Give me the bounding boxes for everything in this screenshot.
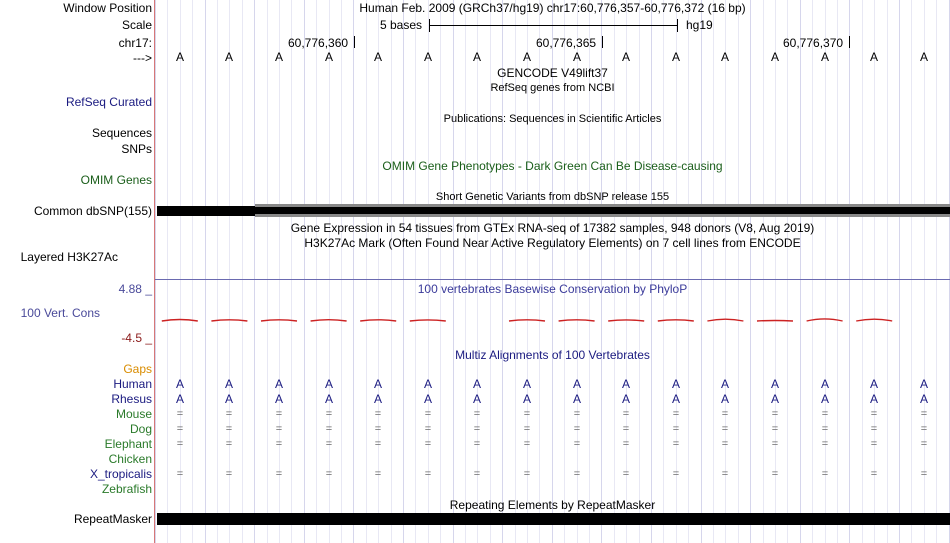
- alignment-gap-mark: =: [622, 438, 630, 450]
- base-letter: A: [919, 50, 928, 64]
- dbsnp-feature-shading: [255, 214, 950, 217]
- alignment-gap-mark: =: [573, 423, 581, 435]
- alignment-gap-mark: =: [176, 468, 184, 480]
- alignment-gap-mark: =: [473, 468, 481, 480]
- alignment-gap-mark: =: [721, 423, 729, 435]
- species-label[interactable]: Elephant: [104, 437, 152, 451]
- position-tick: [354, 36, 355, 48]
- scale-text: 5 bases: [380, 18, 423, 32]
- strand-label: --->: [133, 51, 152, 65]
- vert-cons-label[interactable]: 100 Vert. Cons: [20, 306, 100, 320]
- alignment-base: A: [671, 377, 680, 391]
- alignment-gap-mark: =: [275, 468, 283, 480]
- conservation-score-mark: [658, 320, 694, 321]
- conservation-score-mark: [856, 319, 892, 321]
- alignment-gap-mark: =: [325, 468, 333, 480]
- species-label[interactable]: X_tropicalis: [89, 467, 152, 481]
- alignment-gap-mark: =: [473, 438, 481, 450]
- species-label[interactable]: Rhesus: [111, 392, 152, 406]
- alignment-base: A: [770, 392, 779, 406]
- species-label[interactable]: Mouse: [115, 407, 152, 421]
- alignment-base: A: [472, 377, 481, 391]
- base-letter: A: [423, 50, 432, 64]
- alignment-gap-mark: =: [920, 408, 928, 420]
- alignment-base: A: [373, 392, 382, 406]
- alignment-base: A: [423, 392, 432, 406]
- alignment-base: A: [423, 377, 432, 391]
- alignment-gap-mark: =: [275, 438, 283, 450]
- cons-min-label: -4.5 _: [121, 331, 152, 345]
- alignment-base: A: [572, 392, 581, 406]
- alignment-base: A: [671, 392, 680, 406]
- conservation-score-mark: [608, 320, 644, 321]
- alignment-gap-mark: =: [325, 423, 333, 435]
- base-letter: A: [720, 50, 729, 64]
- phylop-track-desc: 100 vertebrates Basewise Conservation by PhyloP: [417, 282, 688, 296]
- alignment-gap-mark: =: [920, 438, 928, 450]
- base-letter: A: [472, 50, 481, 64]
- alignment-base: A: [324, 377, 333, 391]
- alignment-base: A: [770, 377, 779, 391]
- scale-bar: [429, 25, 678, 26]
- base-letter: A: [224, 50, 233, 64]
- alignment-gap-mark: =: [721, 408, 729, 420]
- dbsnp-track-desc: Short Genetic Variants from dbSNP release 155: [435, 191, 670, 203]
- alignment-gap-mark: =: [622, 468, 630, 480]
- base-letter: A: [671, 50, 680, 64]
- species-label[interactable]: Human: [113, 377, 152, 391]
- alignment-base: A: [869, 377, 878, 391]
- repeatmasker-label[interactable]: RepeatMasker: [73, 512, 152, 526]
- alignment-base: A: [324, 392, 333, 406]
- rmsk-track-desc: Repeating Elements by RepeatMasker: [449, 498, 656, 512]
- alignment-base: A: [919, 377, 928, 391]
- alignment-gap-mark: =: [771, 468, 779, 480]
- base-letter: A: [274, 50, 283, 64]
- alignment-base: A: [224, 377, 233, 391]
- alignment-gap-mark: =: [821, 408, 829, 420]
- alignment-gap-mark: =: [374, 438, 382, 450]
- alignment-gap-mark: =: [424, 423, 432, 435]
- alignment-gap-mark: =: [176, 438, 184, 450]
- alignment-base: A: [720, 392, 729, 406]
- cons-max-label: 4.88 _: [118, 282, 152, 296]
- layered-h3k27ac-label[interactable]: Layered H3K27Ac: [20, 250, 118, 264]
- base-letter: A: [869, 50, 878, 64]
- alignment-base: A: [820, 392, 829, 406]
- alignment-gap-mark: =: [771, 423, 779, 435]
- alignment-gap-mark: =: [870, 438, 878, 450]
- alignment-base: A: [919, 392, 928, 406]
- alignment-gap-mark: =: [225, 423, 233, 435]
- position-tick: [602, 36, 603, 48]
- alignment-gap-mark: =: [721, 468, 729, 480]
- scale-db: hg19: [686, 18, 713, 32]
- alignment-gap-mark: =: [374, 423, 382, 435]
- alignment-gap-mark: =: [275, 408, 283, 420]
- alignment-base: A: [175, 392, 184, 406]
- alignment-gap-mark: =: [325, 438, 333, 450]
- base-letter: A: [572, 50, 581, 64]
- alignment-gap-mark: =: [672, 408, 680, 420]
- alignment-gap-mark: =: [920, 423, 928, 435]
- alignment-gap-mark: =: [771, 438, 779, 450]
- alignment-gap-mark: =: [821, 438, 829, 450]
- position-tick-label: 60,776,360: [288, 36, 349, 50]
- alignment-gap-mark: =: [870, 468, 878, 480]
- scale-bar-right-tick: [677, 19, 678, 32]
- alignment-gap-mark: =: [374, 468, 382, 480]
- sequences-label[interactable]: Sequences: [91, 126, 152, 140]
- alignment-gap-mark: =: [622, 423, 630, 435]
- alignment-gap-mark: =: [771, 408, 779, 420]
- alignment-gap-mark: =: [374, 408, 382, 420]
- alignment-gap-mark: =: [424, 468, 432, 480]
- alignment-gap-mark: =: [523, 408, 531, 420]
- alignment-gap-mark: =: [523, 423, 531, 435]
- conservation-score-mark: [509, 320, 545, 321]
- conservation-score-mark: [559, 320, 595, 321]
- conservation-score-mark: [410, 320, 446, 321]
- alignment-gap-mark: =: [573, 438, 581, 450]
- alignment-base: A: [621, 377, 630, 391]
- species-label[interactable]: Chicken: [108, 452, 152, 466]
- base-letter: A: [324, 50, 333, 64]
- snps-label[interactable]: SNPs: [121, 142, 152, 156]
- alignment-gap-mark: =: [275, 423, 283, 435]
- conservation-score-mark: [261, 320, 297, 321]
- conservation-score-mark: [162, 320, 198, 322]
- multiz-track-desc: Multiz Alignments of 100 Vertebrates: [455, 348, 650, 362]
- alignment-gap-mark: =: [870, 423, 878, 435]
- base-letter: A: [373, 50, 382, 64]
- alignment-gap-mark: =: [622, 408, 630, 420]
- alignment-base: A: [621, 392, 630, 406]
- position-tick-label: 60,776,365: [536, 36, 597, 50]
- alignment-gap-mark: =: [672, 423, 680, 435]
- alignment-gap-mark: =: [225, 438, 233, 450]
- alignment-gap-mark: =: [325, 408, 333, 420]
- alignment-base: A: [720, 377, 729, 391]
- alignment-gap-mark: =: [523, 468, 531, 480]
- species-label[interactable]: Dog: [129, 422, 152, 436]
- conservation-score-mark: [807, 319, 843, 321]
- alignment-gap-mark: =: [473, 408, 481, 420]
- base-letter: A: [770, 50, 779, 64]
- gaps-label[interactable]: Gaps: [123, 362, 152, 376]
- alignment-gap-mark: =: [225, 468, 233, 480]
- common-dbsnp-label[interactable]: Common dbSNP(155): [33, 204, 152, 218]
- base-letter: A: [175, 50, 184, 64]
- chrom-label: chr17:: [118, 36, 152, 50]
- conservation-score-mark: [360, 320, 396, 321]
- alignment-base: A: [175, 377, 184, 391]
- alignment-gap-mark: =: [821, 423, 829, 435]
- window-position-text: Human Feb. 2009 (GRCh37/hg19) chr17:60,776,357-60,776,372 (16 bp): [359, 1, 746, 15]
- repeatmasker-feature-bar[interactable]: [157, 513, 950, 525]
- omim-track-desc: OMIM Gene Phenotypes - Dark Green Can Be Disease-causing: [382, 159, 723, 173]
- refseq-track-desc: RefSeq genes from NCBI: [490, 82, 615, 94]
- conservation-score-mark: [311, 320, 347, 321]
- conservation-score-mark: [707, 319, 743, 321]
- alignment-base: A: [224, 392, 233, 406]
- alignment-gap-mark: =: [573, 408, 581, 420]
- position-tick-label: 60,776,370: [783, 36, 844, 50]
- species-label[interactable]: Zebrafish: [101, 482, 152, 496]
- alignment-gap-mark: =: [225, 408, 233, 420]
- base-letter: A: [621, 50, 630, 64]
- conservation-score-mark: [211, 320, 247, 321]
- alignment-gap-mark: =: [672, 438, 680, 450]
- alignment-gap-mark: =: [176, 423, 184, 435]
- base-letter: A: [522, 50, 531, 64]
- alignment-gap-mark: =: [424, 408, 432, 420]
- phylop-conservation-plot[interactable]: [155, 305, 950, 335]
- alignment-base: A: [572, 377, 581, 391]
- alignment-gap-mark: =: [523, 438, 531, 450]
- h3k27ac-baseline: [155, 279, 950, 280]
- alignment-gap-mark: =: [721, 438, 729, 450]
- alignment-gap-mark: =: [573, 468, 581, 480]
- omim-genes-label[interactable]: OMIM Genes: [80, 173, 152, 187]
- alignment-gap-mark: =: [176, 408, 184, 420]
- dbsnp-feature-shading: [255, 204, 950, 207]
- conservation-score-mark: [757, 321, 793, 322]
- alignment-gap-mark: =: [473, 423, 481, 435]
- window-position-label: Window Position: [63, 1, 152, 15]
- scale-label: Scale: [121, 18, 152, 32]
- refseq-label[interactable]: RefSeq Curated: [65, 95, 152, 109]
- alignment-base: A: [522, 392, 531, 406]
- alignment-gap-mark: =: [424, 438, 432, 450]
- gencode-track-title: GENCODE V49lift37: [497, 66, 608, 80]
- alignment-base: A: [869, 392, 878, 406]
- alignment-base: A: [472, 392, 481, 406]
- alignment-base: A: [373, 377, 382, 391]
- alignment-base: A: [274, 392, 283, 406]
- alignment-gap-mark: =: [870, 408, 878, 420]
- h3k27ac-track-desc: H3K27Ac Mark (Often Found Near Active Regulatory Elements) on 7 cell lines from ENCODE: [304, 236, 801, 250]
- alignment-base: A: [820, 377, 829, 391]
- alignment-base: A: [522, 377, 531, 391]
- gtex-track-desc: Gene Expression in 54 tissues from GTEx RNA-seq of 17382 samples, 948 donors (V8, Aug 2019): [290, 221, 815, 235]
- position-tick: [849, 36, 850, 48]
- alignment-gap-mark: =: [821, 468, 829, 480]
- alignment-gap-mark: =: [920, 468, 928, 480]
- alignment-gap-mark: =: [672, 468, 680, 480]
- base-letter: A: [820, 50, 829, 64]
- alignment-base: A: [274, 377, 283, 391]
- publications-track-desc: Publications: Sequences in Scientific Articles: [443, 113, 662, 125]
